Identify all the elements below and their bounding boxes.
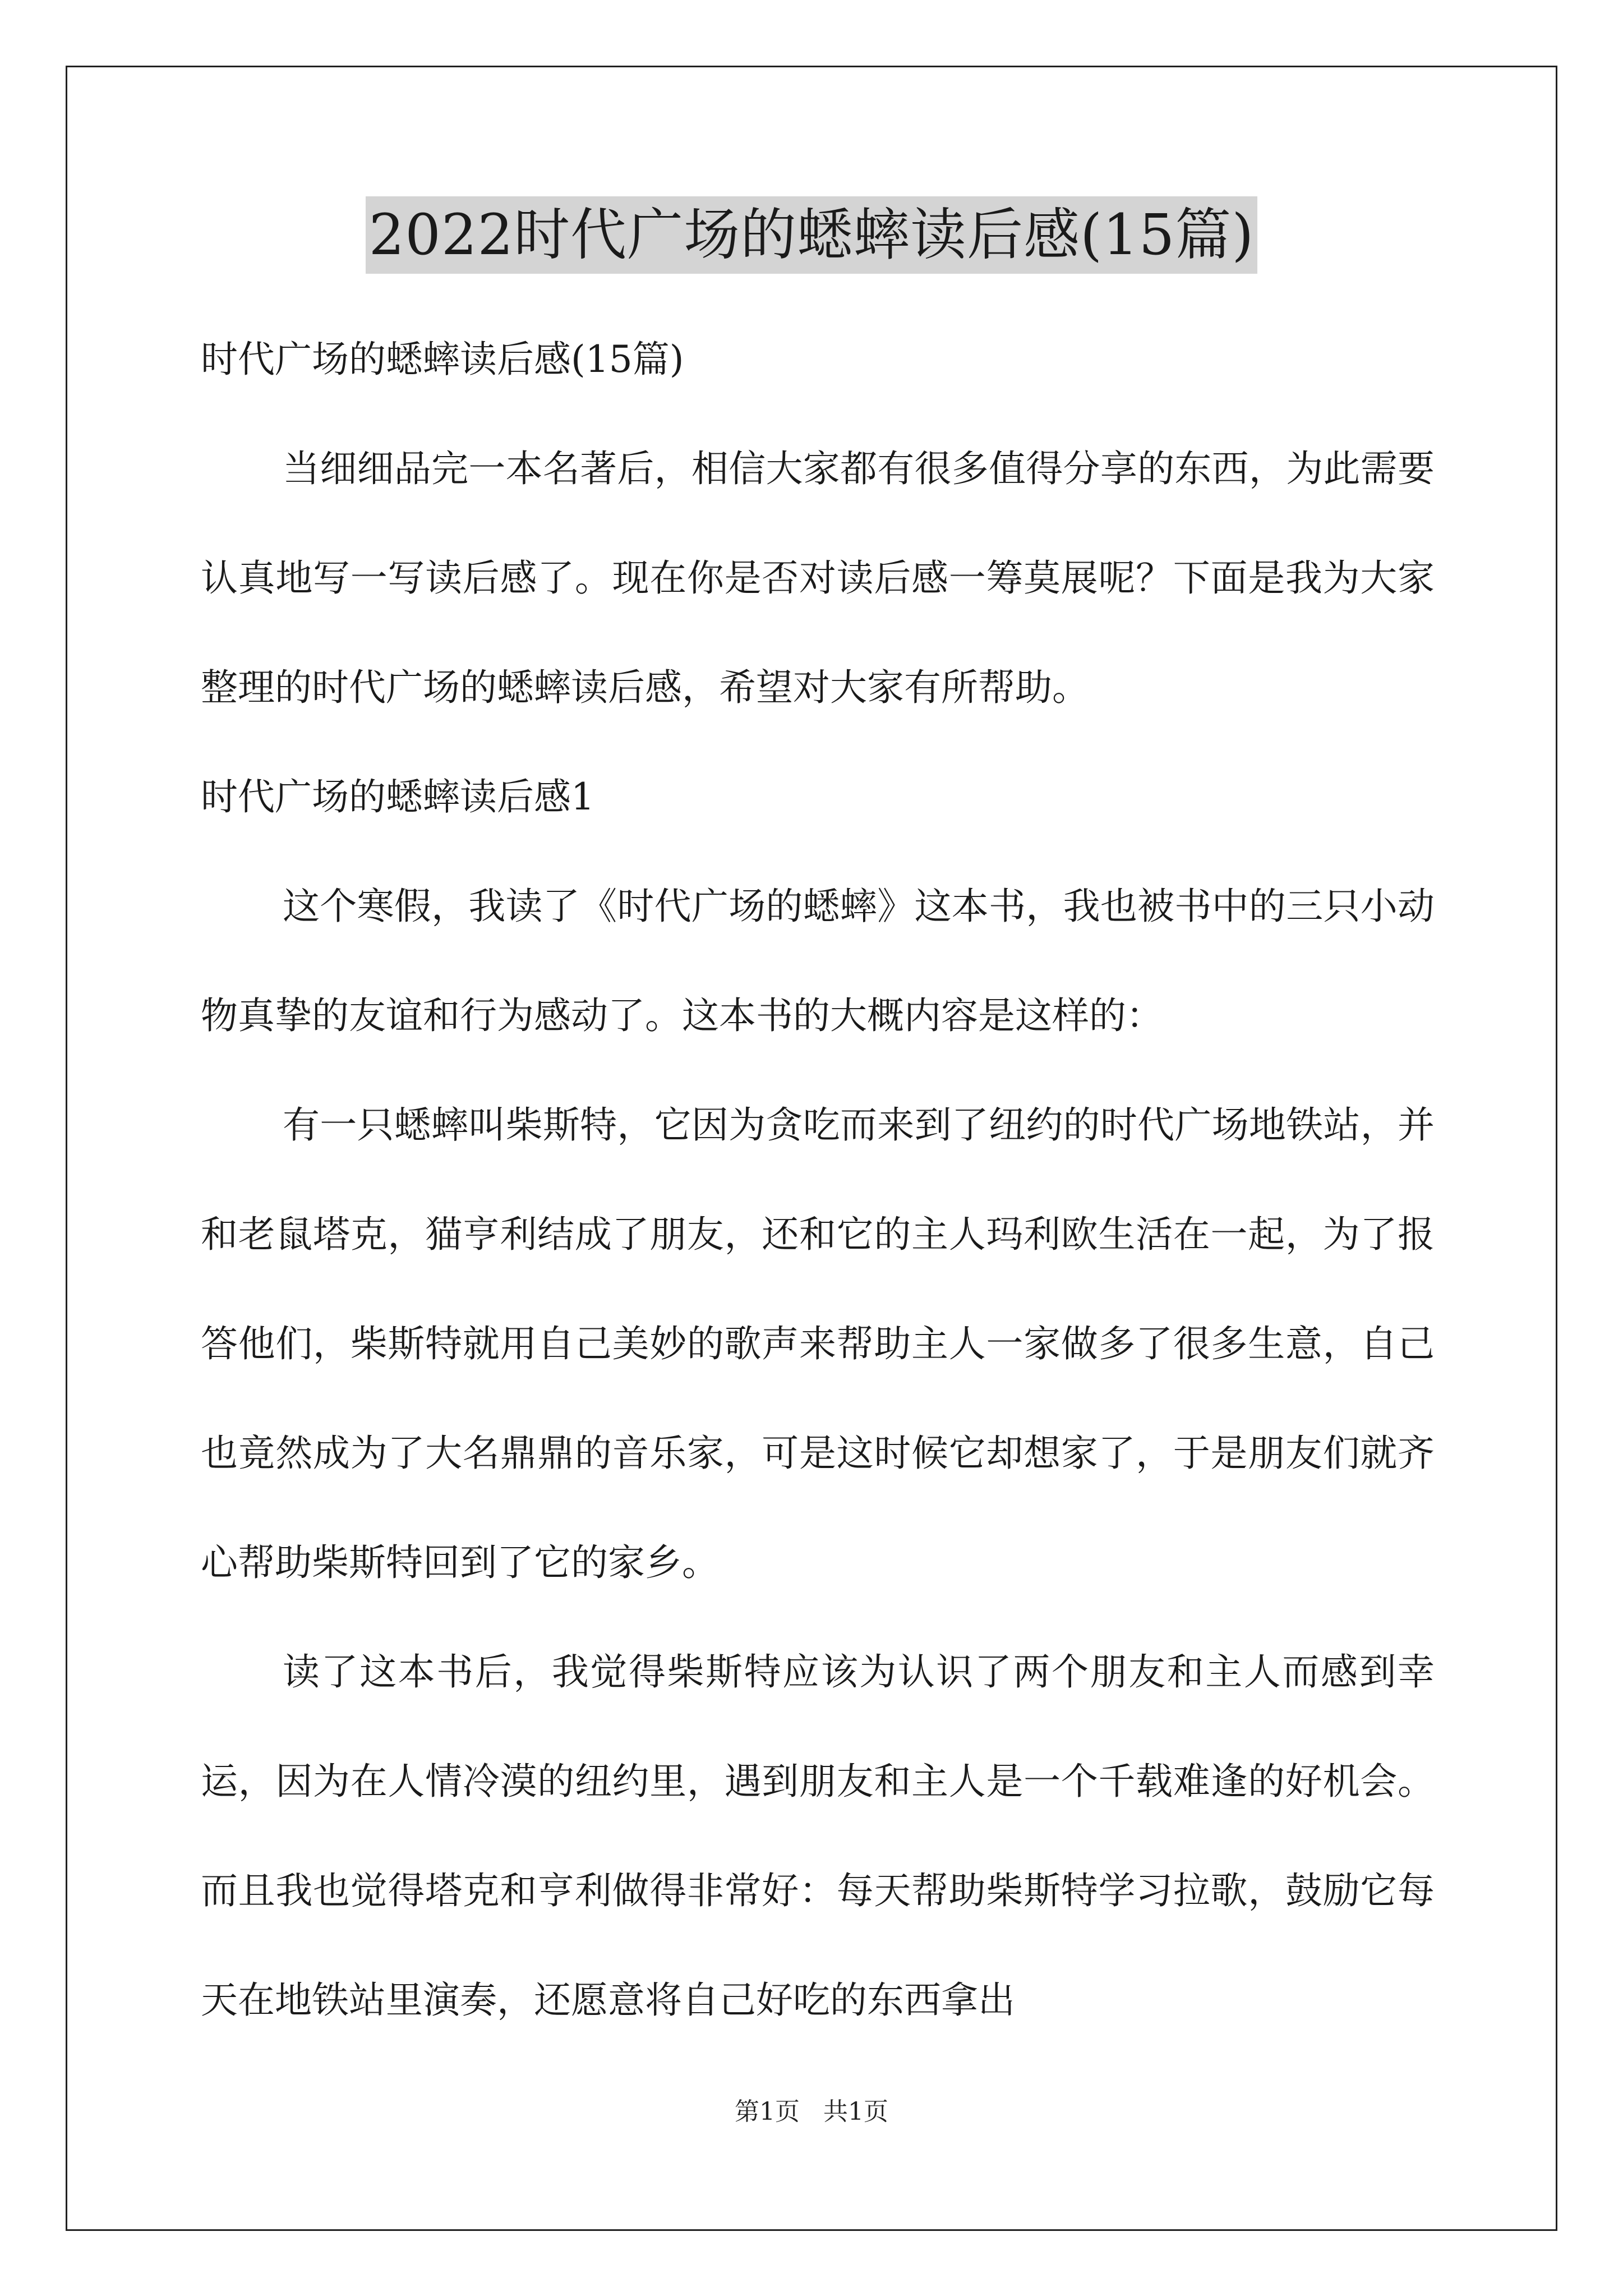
body-paragraph: 这个寒假，我读了《时代广场的蟋蟀》这本书，我也被书中的三只小动物真挚的友谊和行为感动了。这本书的大概内容是这样的：: [201, 885, 1435, 1037]
document-title: 2022时代广场的蟋蟀读后感(15篇): [366, 196, 1258, 274]
page-footer: 第1页 共1页: [735, 2097, 888, 2126]
document-body: [201, 305, 1435, 2055]
document-subtitle: 时代广场的蟋蟀读后感(15篇): [201, 338, 684, 381]
body-paragraph: 有一只蟋蟀叫柴斯特，它因为贪吃而来到了纽约的时代广场地铁站，并和老鼠塔克，猫亨利结成了朋友，还和它的主人玛利欧生活在一起，为了报答他们，柴斯特就用自己美妙的歌声来帮助主人一家做多了很多生意，自己也竟然成为了大名鼎鼎的音乐家，可是这时候它却想家了，于是朋友们就齐心帮助柴斯特回到了它的家乡。: [201, 1103, 1435, 1584]
section-heading-1: 时代广场的蟋蟀读后感1: [201, 775, 594, 818]
body-paragraph: 读了这本书后，我觉得柴斯特应该为认识了两个朋友和主人而感到幸运，因为在人情冷漠的纽约里，遇到朋友和主人是一个千载难逢的好机会。而且我也觉得塔克和亨利做得非常好：每天帮助柴斯特学习拉歌，鼓励它每天在地铁站里演奏，还愿意将自己好吃的东西拿出: [201, 1650, 1435, 2022]
intro-paragraph: 当细细品完一本名著后，相信大家都有很多值得分享的东西，为此需要认真地写一写读后感了。现在你是否对读后感一筹莫展呢？下面是我为大家整理的时代广场的蟋蟀读后感，希望对大家有所帮助。: [201, 447, 1435, 709]
title-container: [0, 196, 1623, 274]
